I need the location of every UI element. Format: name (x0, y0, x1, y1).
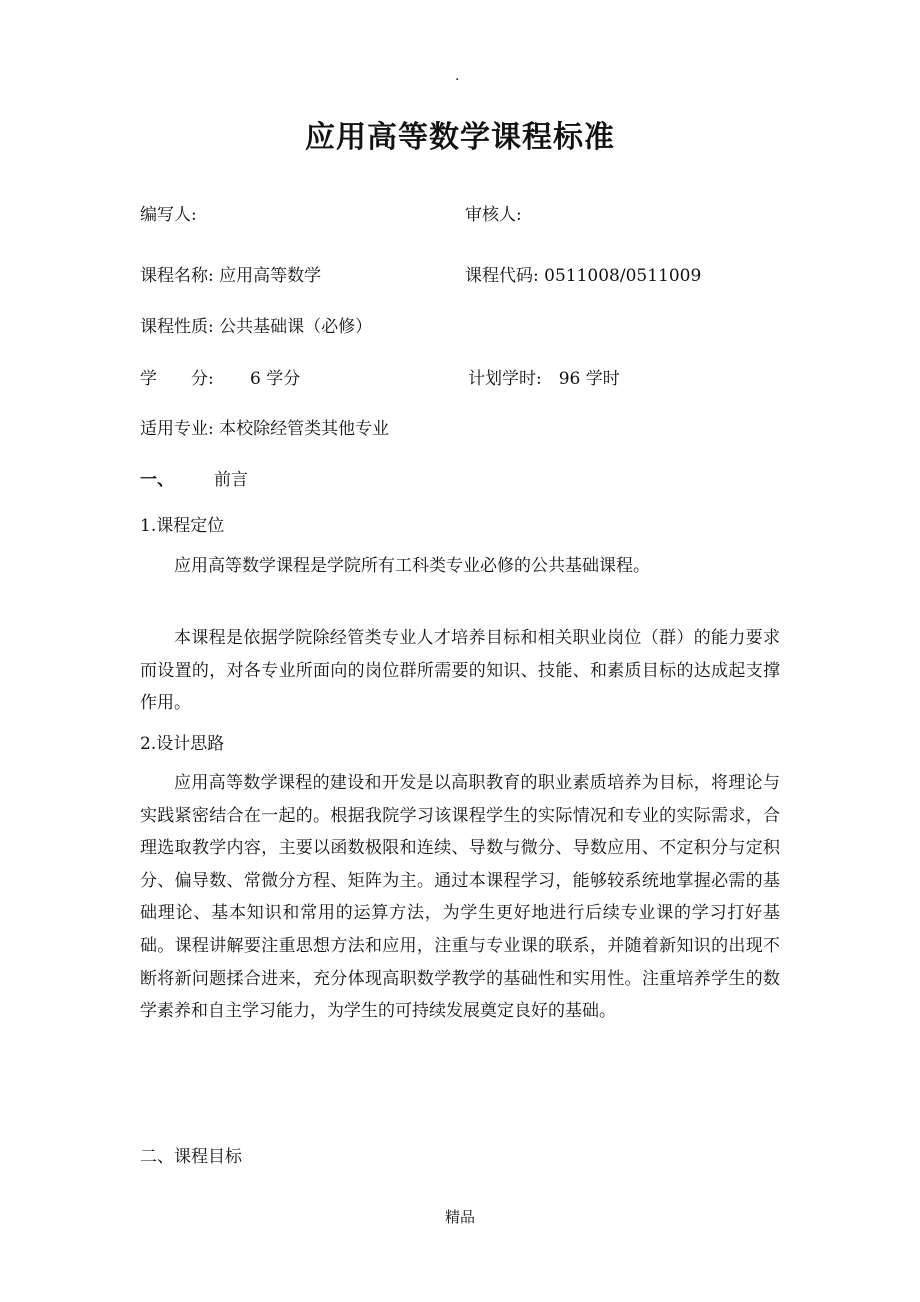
section-heading-preface (140, 465, 248, 490)
page-title: 应用高等数学课程标准 (305, 120, 615, 155)
section-number: 一、 (140, 470, 174, 490)
course-type: 课程性质: 公共基础课（必修） (140, 317, 373, 337)
footer-text: 精品 (444, 1208, 475, 1226)
header-mark: . (455, 68, 460, 84)
course-name: 课程名称: 应用高等数学 (140, 266, 322, 286)
paragraph-positioning-1: 应用高等数学课程是学院所有工科类专业必修的公共基础课程。 (174, 556, 650, 576)
credit-label: 学 分: (140, 369, 214, 389)
planned-hours: 计划学时: 96 学时 (468, 369, 620, 389)
credit-value: 6 学分 (250, 369, 301, 389)
section-heading-objectives: 二、课程目标 (140, 1147, 242, 1167)
applicable-majors: 适用专业: 本校除经管类其他专业 (140, 419, 390, 439)
section-title: 前言 (214, 470, 248, 490)
paragraph-design: 应用高等数学课程的建设和开发是以高职教育的职业素质培养为目标，将理论与实践紧密结合在一起的。根据我院学习该课程学生的实际情况和专业的实际需求，合理选取教学内容，主要以函数极限和连续、导数与微分、导数应用、不定积分与定积分、偏导数、常微分方程、矩阵为主。通过本课程学习，能够较系统地掌握必需的基础理论、基本知识和常用的运算方法，为学生更好地进行后续专业课的学习打好基础。课程讲解要注重思想方法和应用，注重与专业课的联系，并随着新知识的出现不断将新问题揉合进来，充分体现高职数学教学的基础性和实用性。注重培养学生的数学素养和自主学习能力，为学生的可持续发展奠定良好的基础。 (140, 773, 780, 1022)
subsection-title-design: 2.设计思路 (140, 734, 225, 754)
course-code: 课程代码: 0511008/0511009 (465, 266, 702, 286)
subsection-title-positioning: 1.课程定位 (140, 516, 225, 536)
author-label: 编写人: (140, 205, 197, 225)
reviewer-label: 审核人: (465, 205, 522, 225)
paragraph-positioning-2: 本课程是依据学院除经管类专业人才培养目标和相关职业岗位（群）的能力要求而设置的，对各专业所面向的岗位群所需要的知识、技能、和素质目标的达成起支撑作用。 (140, 628, 780, 714)
